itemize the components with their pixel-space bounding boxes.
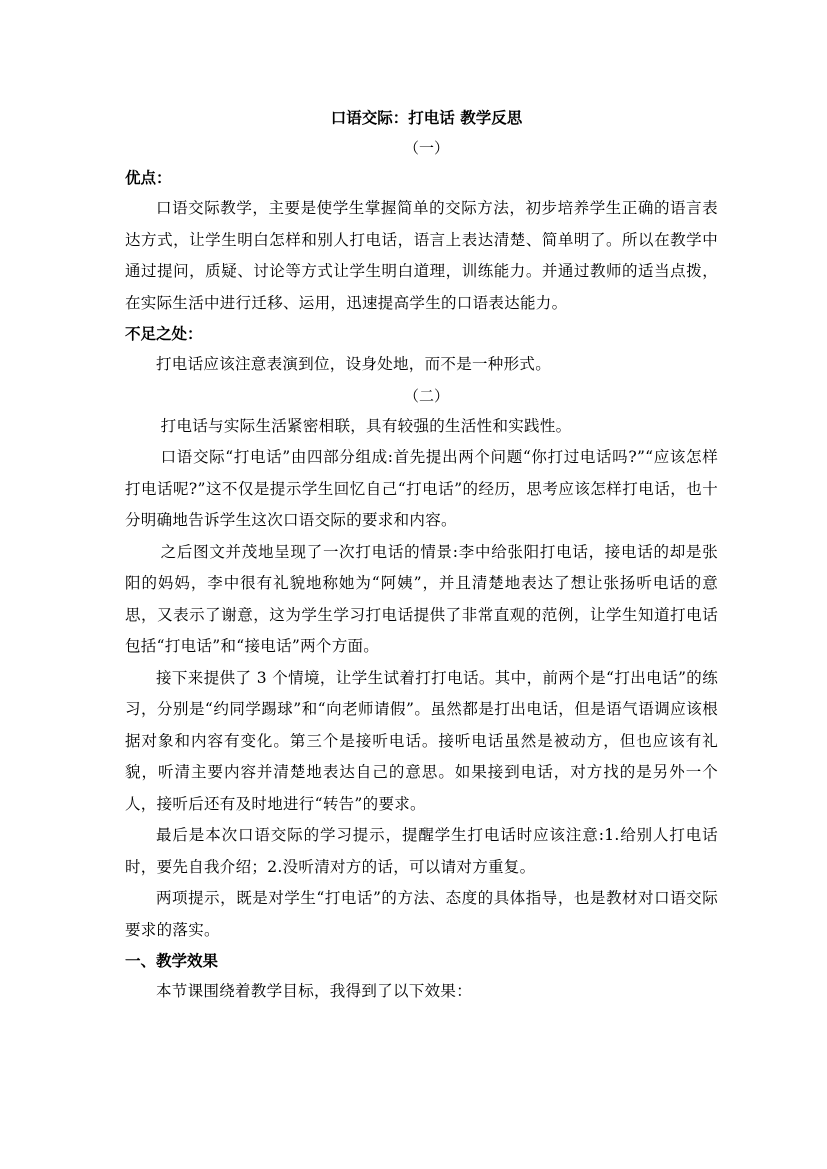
shortcomings-heading: 不足之处： [125,324,203,343]
section-one-paragraph: 本节课围绕着教学目标，我得到了以下效果： [156,982,473,1000]
part-two-paragraph: 最后是本次口语交际的学习提示，提醒学生打电话时应该注意:1.给别人打电话时，要先自我介绍；2.没听清对方的话，可以请对方重复。 [125,826,718,876]
part-two-paragraph: 两项提示，既是对学生“打电话”的方法、态度的具体指导，也是教材对口语交际要求的落实。 [125,889,718,939]
section-one-heading: 一、教学效果 [125,951,219,970]
part-two-paragraph: 口语交际“打电话”由四部分组成:首先提出两个问题“你打过电话吗?”“应该怎样打电话呢?”这不仅是提示学生回忆自己“打电话”的经历，思考应该怎样打电话，也十分明确地告诉学生这次口语交际的要求和内容。 [125,448,718,529]
part-two-paragraph: 打电话与实际生活紧密相联，具有较强的生活性和实践性。 [160,416,572,435]
part-two-paragraph: 之后图文并茂地呈现了一次打电话的情景:李中给张阳打电话，接电话的却是张阳的妈妈，李中很有礼貌地称她为“阿姨”，并且清楚地表达了想让张扬听电话的意思，又表示了谢意，这为学生学习打电话提供了非常直观的范例，让学生知道打电话包括“打电话”和“接电话”两个方面。 [125,542,718,655]
advantages-paragraph: 口语交际教学，主要是使学生掌握简单的交际方法，初步培养学生正确的语言表达方式，让学生明白怎样和别人打电话，语言上表达清楚、简单明了。所以在教学中通过提问，质疑、讨论等方式让学生明白道理，训练能力。并通过教师的适当点拨，在实际生活中进行迁移、运用，迅速提高学生的口语表达能力。 [125,199,718,312]
shortcomings-paragraph: 打电话应该注意表演到位，设身处地，而不是一种形式。 [156,355,552,373]
advantages-heading: 优点： [125,168,172,187]
part-two-label: （二） [403,386,449,405]
part-two-paragraph: 接下来提供了 3 个情境，让学生试着打打电话。其中，前两个是“打出电话”的练习，分别是“约同学踢球”和“向老师请假”。虽然都是打出电话，但是语气语调应该根据对象和内容有变化。第三个是接听电话。接听电话虽然是被动方，但也应该有礼貌，听清主要内容并清楚地表达自己的意思。如果接到电话，对方找的是另外一个人，接听后还有及时地进行“转告”的要求。 [125,668,718,813]
part-one-label: （一） [403,139,449,157]
document-title: 口语交际：打电话 教学反思 [330,108,523,127]
